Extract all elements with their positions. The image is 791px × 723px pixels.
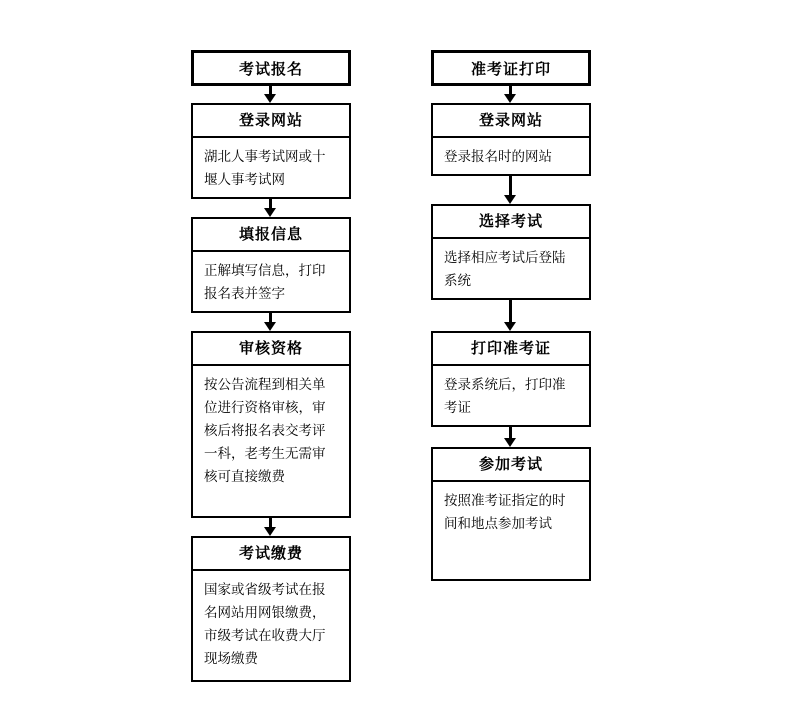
flow-node-header-exam-registration [191, 50, 351, 86]
flow-node-body: 湖北人事考试网或十堰人事考试网 [204, 149, 326, 187]
flow-node-title: 审核资格 [238, 340, 303, 357]
flow-node-title: 参加考试 [478, 456, 543, 473]
flow-node-exam-payment [191, 536, 351, 682]
arrow-connector [264, 86, 277, 103]
arrow-connector [264, 313, 277, 331]
flow-node-title: 选择考试 [478, 213, 543, 230]
flow-node-title: 考试缴费 [238, 545, 303, 562]
arrow-connector [504, 427, 517, 447]
flow-node-header-admission-ticket-printing [431, 50, 591, 86]
flow-node-print-admission-ticket [431, 331, 591, 427]
arrow-connector [264, 199, 277, 217]
arrow-connector [264, 518, 277, 536]
flow-node-title: 登录网站 [478, 112, 543, 129]
flow-node-title: 准考证打印 [470, 61, 551, 78]
flow-node-title: 考试报名 [238, 61, 303, 78]
flow-node-body: 登录报名时的网站 [444, 149, 552, 164]
flow-node-title: 填报信息 [238, 226, 303, 243]
flow-node-login-website [431, 103, 591, 176]
flow-node-title: 打印准考证 [470, 340, 551, 357]
flow-node-body: 选择相应考试后登陆系统 [444, 250, 566, 288]
flow-node-title: 登录网站 [238, 112, 303, 129]
flow-node-body: 按照准考证指定的时间和地点参加考试 [444, 493, 566, 531]
flow-node-body: 登录系统后，打印准考证 [444, 377, 566, 415]
flow-node-attend-exam [431, 447, 591, 581]
arrow-connector [504, 300, 517, 331]
flow-node-select-exam [431, 204, 591, 300]
flow-node-qualification-review [191, 331, 351, 518]
flow-node-body: 正解填写信息，打印报名表并签字 [204, 263, 326, 301]
flow-node-body: 国家或省级考试在报名网站用网银缴费，市级考试在收费大厅现场缴费 [204, 582, 326, 666]
flow-node-fill-information [191, 217, 351, 313]
flow-node-login-website [191, 103, 351, 199]
arrow-connector [504, 176, 517, 204]
arrow-connector [504, 86, 517, 103]
flow-node-body: 按公告流程到相关单位进行资格审核，审核后将报名表交考评一科，老考生无需审核可直接缴费 [204, 377, 326, 484]
